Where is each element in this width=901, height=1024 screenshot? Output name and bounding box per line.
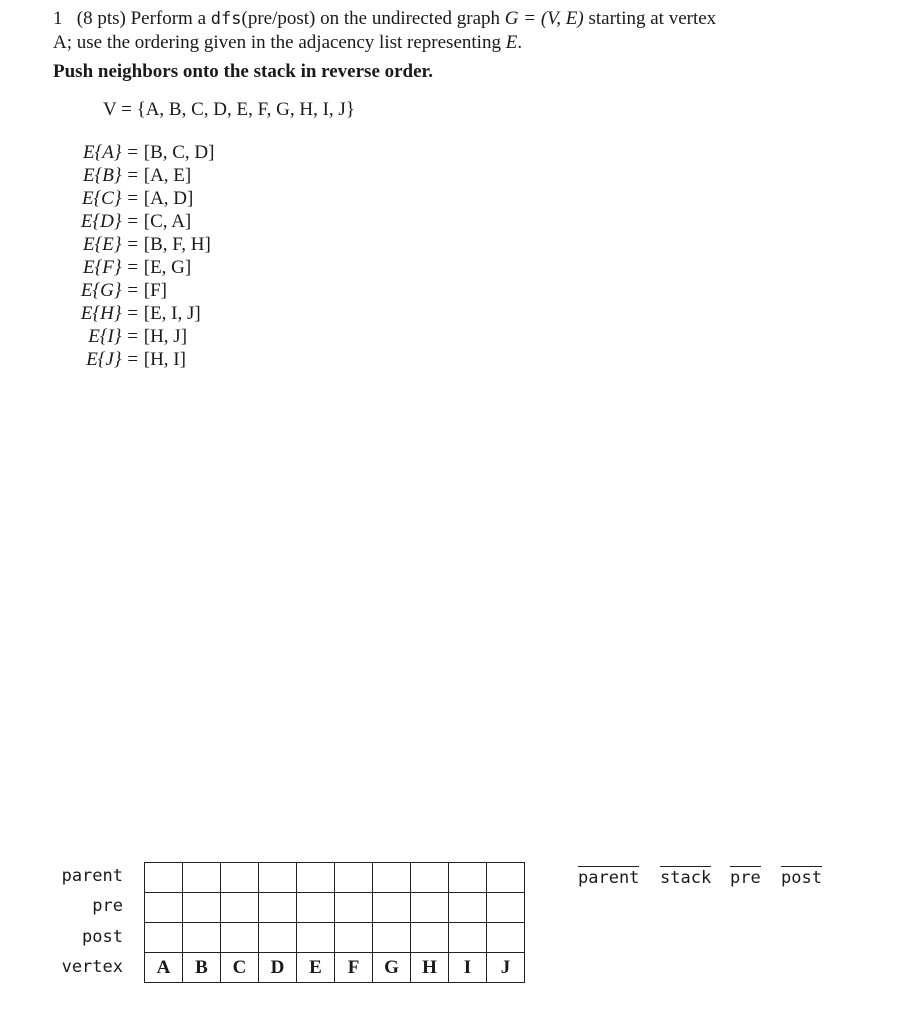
parent-cell[interactable]	[183, 863, 221, 893]
vertex-cell: C	[221, 953, 259, 983]
parent-cell[interactable]	[297, 863, 335, 893]
vertex-cell: J	[487, 953, 525, 983]
post-cell[interactable]	[487, 923, 525, 953]
parent-cell[interactable]	[373, 863, 411, 893]
adjacency-entry	[53, 349, 253, 371]
post-cell[interactable]	[449, 923, 487, 953]
parent-cell[interactable]	[487, 863, 525, 893]
adjacency-entry	[53, 280, 253, 302]
vertex-cell: A	[145, 953, 183, 983]
post-cell[interactable]	[183, 923, 221, 953]
vertex-cell: I	[449, 953, 487, 983]
parent-cell[interactable]	[221, 863, 259, 893]
adjacency-entry	[53, 303, 253, 325]
vertex-cell: D	[259, 953, 297, 983]
adjacency-entry	[53, 257, 253, 279]
pre-cell[interactable]	[449, 893, 487, 923]
parent-cell[interactable]	[259, 863, 297, 893]
vertex-cell: B	[183, 953, 221, 983]
post-cell[interactable]	[297, 923, 335, 953]
row-label-pre: pre	[92, 896, 123, 916]
edge-symbol: E	[505, 32, 518, 53]
question-line2-text: A; use the ordering given in the adjacency list representing	[53, 32, 501, 53]
post-cell[interactable]	[373, 923, 411, 953]
post-row	[145, 923, 525, 953]
post-cell[interactable]	[411, 923, 449, 953]
instruction: Push neighbors onto the stack in reverse order.	[53, 61, 433, 82]
question-line2-end: .	[517, 32, 523, 53]
adjacency-rhs: [F]	[143, 280, 167, 301]
adjacency-rhs: [B, C, D]	[143, 142, 215, 163]
parent-cell[interactable]	[411, 863, 449, 893]
adjacency-rhs: [E, I, J]	[143, 303, 201, 324]
vertex-cell: H	[411, 953, 449, 983]
adjacency-lhs: E{C} =	[81, 188, 139, 209]
parent-cell[interactable]	[449, 863, 487, 893]
parent-row	[145, 863, 525, 893]
adjacency-rhs: [A, E]	[143, 165, 192, 186]
vertex-set: V = {A, B, C, D, E, F, G, H, I, J}	[103, 99, 355, 120]
pre-cell[interactable]	[297, 893, 335, 923]
adjacency-lhs: E{J} =	[86, 349, 139, 370]
adjacency-lhs: E{F} =	[83, 257, 139, 278]
adjacency-lhs: E{A} =	[83, 142, 139, 163]
adjacency-lhs: E{D} =	[80, 211, 139, 232]
row-label-vertex: vertex	[61, 957, 123, 977]
question-text-a: Perform a	[130, 8, 207, 29]
row-label-post: post	[82, 927, 123, 947]
adjacency-rhs: [H, J]	[143, 326, 188, 347]
stack-header-post: post	[781, 868, 822, 888]
post-cell[interactable]	[145, 923, 183, 953]
adjacency-lhs: E{I} =	[88, 326, 139, 347]
adjacency-entry	[53, 326, 253, 348]
pre-cell[interactable]	[411, 893, 449, 923]
parent-cell[interactable]	[145, 863, 183, 893]
adjacency-rhs: [A, D]	[143, 188, 194, 209]
adjacency-lhs: E{H} =	[80, 303, 139, 324]
row-label-parent: parent	[61, 866, 123, 886]
post-cell[interactable]	[335, 923, 373, 953]
question-line-1	[53, 8, 716, 30]
adjacency-lhs: E{E} =	[83, 234, 139, 255]
adjacency-rhs: [E, G]	[143, 257, 192, 278]
pre-cell[interactable]	[145, 893, 183, 923]
dfs-answer-table	[144, 862, 525, 983]
adjacency-lhs: E{B} =	[83, 165, 139, 186]
stack-header-pre: pre	[730, 868, 761, 888]
adjacency-entry	[53, 142, 253, 164]
vertex-cell: E	[297, 953, 335, 983]
question-text-b: (pre/post) on the undirected graph	[241, 8, 501, 29]
adjacency-lhs: E{G} =	[80, 280, 139, 301]
pre-cell[interactable]	[259, 893, 297, 923]
dfs-code: dfs	[210, 9, 242, 29]
graph-definition: G = (V, E)	[504, 8, 584, 29]
stack-header-stack: stack	[660, 868, 712, 888]
adjacency-rhs: [H, I]	[143, 349, 186, 370]
adjacency-rhs: [C, A]	[143, 211, 192, 232]
adjacency-entry	[53, 188, 253, 210]
pre-cell[interactable]	[487, 893, 525, 923]
question-number: 1	[53, 8, 63, 29]
stack-header-parent: parent	[578, 868, 640, 888]
pre-cell[interactable]	[335, 893, 373, 923]
question-line-2	[53, 32, 522, 54]
pre-row	[145, 893, 525, 923]
vertex-cell: G	[373, 953, 411, 983]
question-points: (8 pts)	[76, 8, 126, 29]
adjacency-entry	[53, 234, 253, 256]
vertex-row	[145, 953, 525, 983]
question-text-c: starting at vertex	[588, 8, 717, 29]
pre-cell[interactable]	[373, 893, 411, 923]
adjacency-rhs: [B, F, H]	[143, 234, 211, 255]
adjacency-entry	[53, 165, 253, 187]
adjacency-entry	[53, 211, 253, 233]
post-cell[interactable]	[221, 923, 259, 953]
pre-cell[interactable]	[183, 893, 221, 923]
parent-cell[interactable]	[335, 863, 373, 893]
pre-cell[interactable]	[221, 893, 259, 923]
post-cell[interactable]	[259, 923, 297, 953]
vertex-cell: F	[335, 953, 373, 983]
